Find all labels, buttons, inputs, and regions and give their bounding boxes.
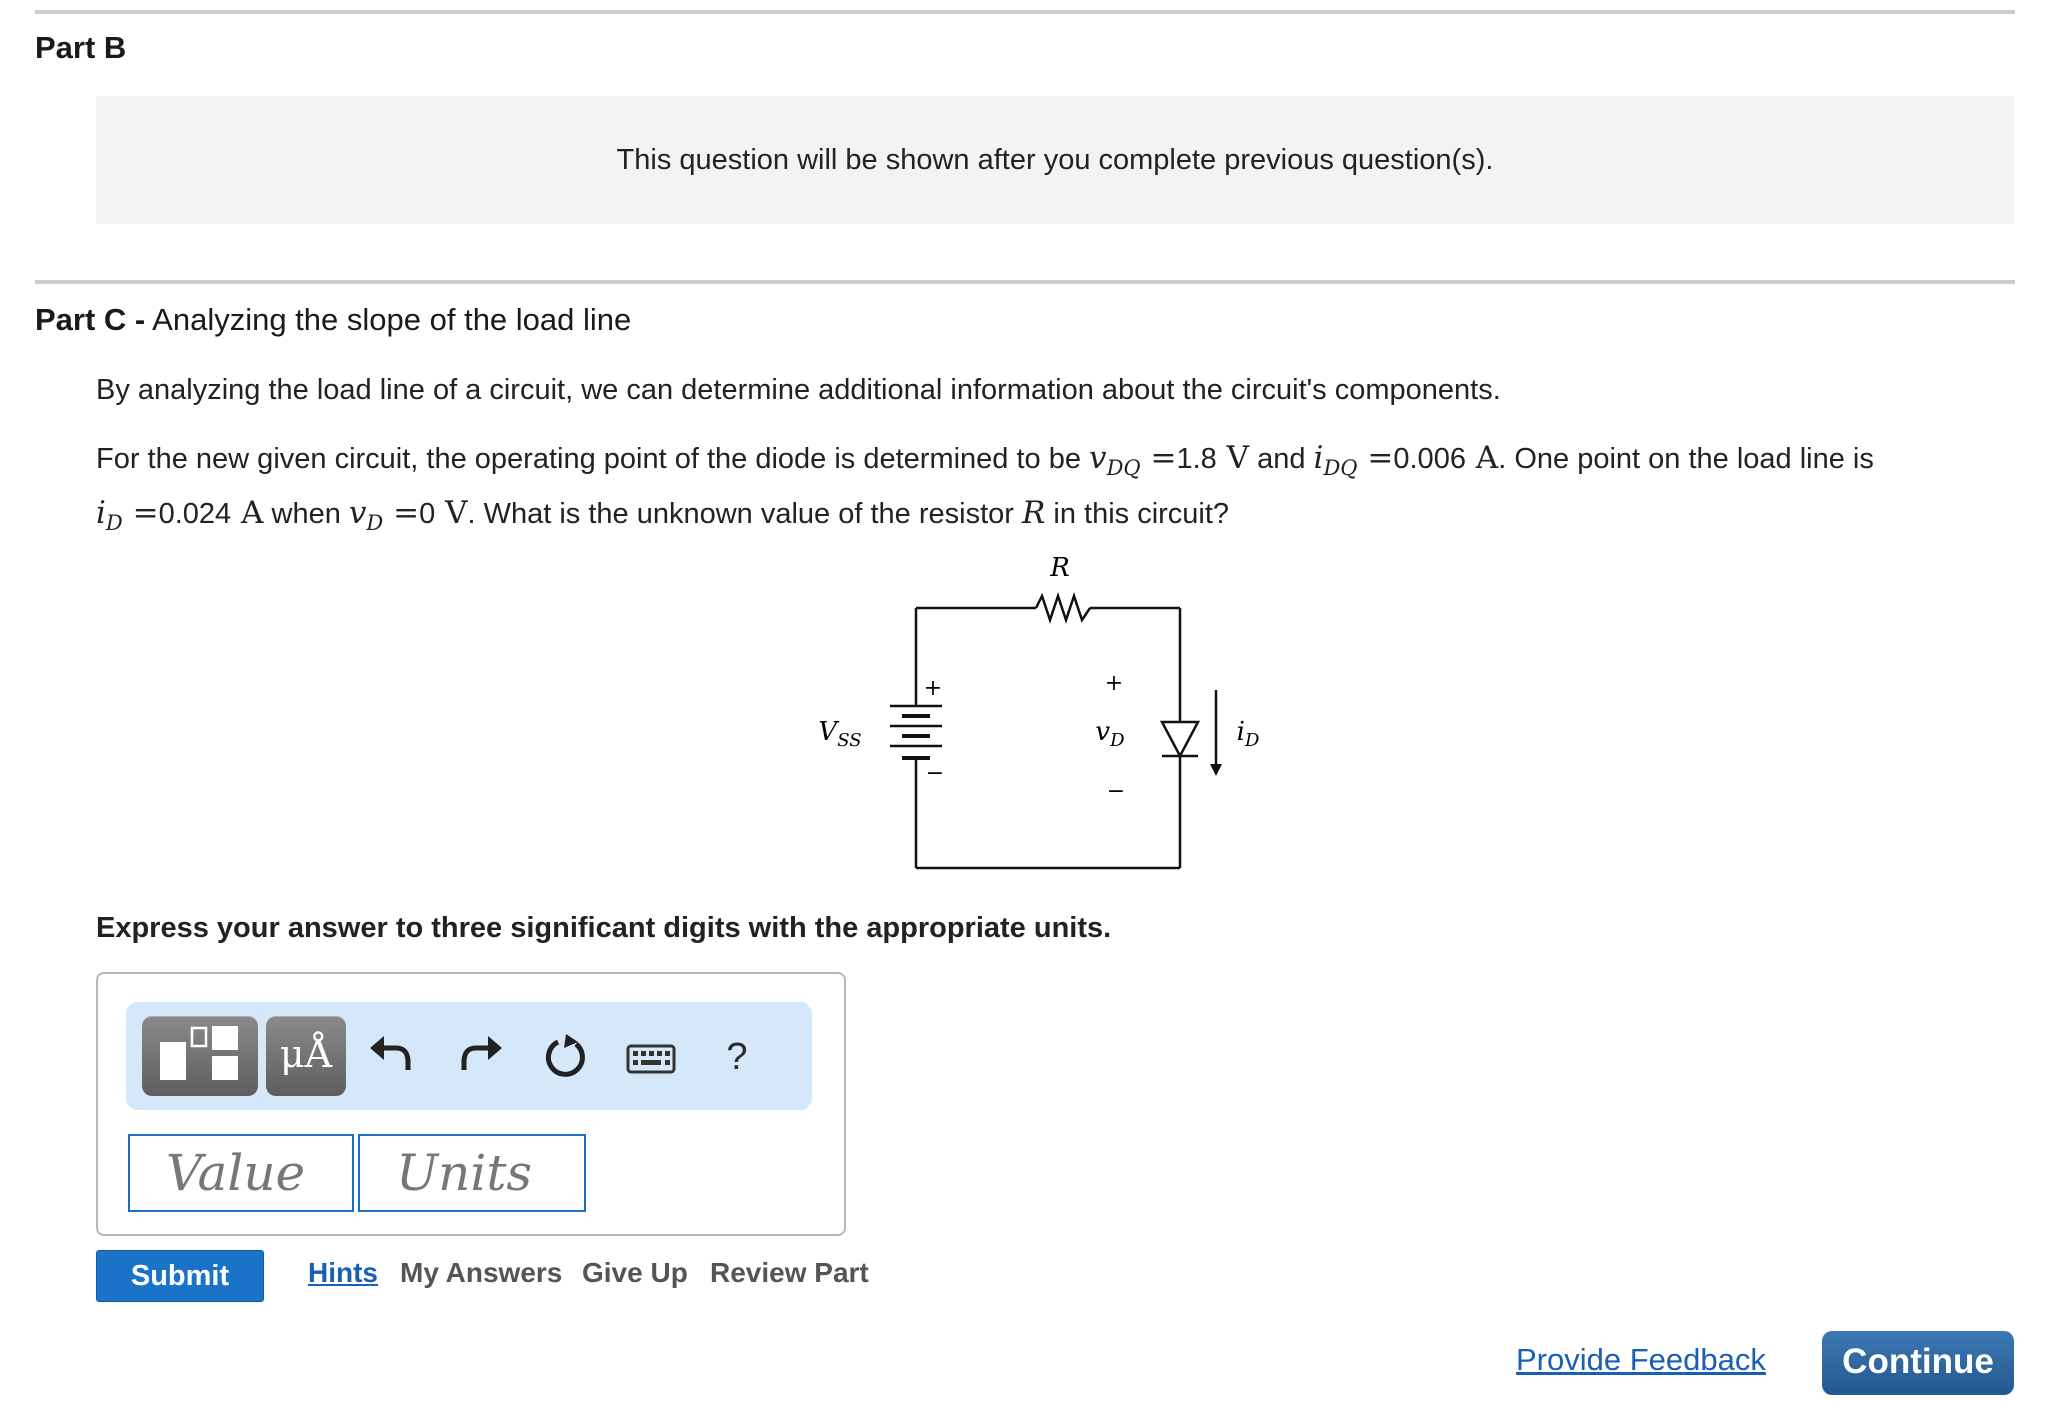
id-unit: A: [231, 495, 264, 532]
idq-value: 0.006: [1393, 443, 1466, 475]
submit-button[interactable]: Submit: [96, 1250, 264, 1302]
keyboard-icon: [616, 1022, 686, 1092]
vdq-eq: =: [1140, 440, 1177, 476]
units-button-label: μÅ: [279, 1032, 333, 1076]
undo-icon: [358, 1022, 428, 1092]
answer-instruction: Express your answer to three significant digits with the appropriate units.: [96, 912, 1112, 944]
provide-feedback-link[interactable]: Provide Feedback: [1516, 1342, 1766, 1377]
templates-icon: [142, 1016, 258, 1096]
undo-button[interactable]: [358, 1022, 428, 1092]
idq-unit: A: [1465, 440, 1499, 476]
give-up-link[interactable]: Give Up: [582, 1257, 688, 1288]
help-button[interactable]: ?: [726, 1036, 748, 1078]
vdq-symbol: $v_{DQ}$: [1089, 440, 1141, 481]
diode-plus: +: [1104, 671, 1124, 696]
q-text-2: and: [1249, 443, 1314, 475]
idq-symbol: $i_{DQ}$: [1313, 440, 1358, 481]
question-paragraph: [96, 436, 2016, 546]
vd-eq: =: [383, 495, 420, 532]
part-b-locked-panel: [96, 96, 2014, 224]
units-button[interactable]: [266, 1016, 346, 1096]
battery-plus: +: [923, 676, 943, 701]
part-c-title: [35, 302, 631, 338]
part-c-label: Part C -: [35, 302, 146, 337]
id-eq: =: [122, 495, 159, 532]
id-symbol: $i_D$: [96, 495, 123, 536]
battery-minus: −: [925, 761, 945, 786]
diode-symbol: [1162, 722, 1198, 756]
q-text-5: . What is the unknown value of the resistor: [467, 498, 1022, 531]
idq-eq: =: [1357, 440, 1394, 476]
redo-icon: [444, 1022, 514, 1092]
answer-panel: [96, 972, 846, 1236]
templates-button[interactable]: [142, 1016, 258, 1096]
vdq-unit: V: [1216, 440, 1250, 476]
part-c-divider: [35, 280, 2015, 284]
q-text-3: . One point on the load line is: [1498, 443, 1874, 475]
hints-link[interactable]: Hints: [308, 1257, 378, 1288]
my-answers-link[interactable]: My Answers: [400, 1257, 563, 1288]
review-part-link[interactable]: Review Part: [710, 1257, 869, 1288]
redo-button[interactable]: [444, 1022, 514, 1092]
diode-minus: −: [1106, 779, 1126, 804]
reset-button[interactable]: [530, 1022, 600, 1092]
r-symbol: R: [1021, 495, 1046, 532]
vd-unit: V: [435, 495, 468, 532]
intro-paragraph: [96, 368, 2016, 413]
vdq-value: 1.8: [1176, 443, 1217, 475]
q-text-4: when: [263, 498, 349, 531]
intro-text: By analyzing the load line of a circuit, we can determine additional information about the circuit's components.: [96, 374, 1501, 406]
reset-icon: [530, 1022, 600, 1092]
units-input[interactable]: Units: [358, 1134, 586, 1212]
vd-value: 0: [419, 498, 436, 531]
source-label: $V_{SS}$: [818, 717, 862, 751]
part-b-title: Part B: [35, 30, 127, 65]
vd-symbol: $v_D$: [348, 495, 384, 536]
diode-voltage-label: $v_D$: [1095, 717, 1125, 751]
resistor-label: R: [1050, 553, 1070, 583]
value-input[interactable]: Value: [128, 1134, 354, 1212]
q-text-1: For the new given circuit, the operating point of the diode is determined to be: [96, 443, 1090, 475]
battery-symbol: [890, 706, 942, 758]
resistor-symbol: [1036, 596, 1090, 620]
keyboard-button[interactable]: [616, 1022, 686, 1092]
top-divider: [35, 10, 2015, 14]
math-toolbar: [126, 1002, 812, 1110]
continue-button[interactable]: Continue: [1822, 1331, 2014, 1395]
q-text-6: in this circuit?: [1045, 498, 1230, 531]
circuit-diagram: [780, 540, 1300, 880]
id-value: 0.024: [158, 498, 232, 531]
part-c-heading: Analyzing the slope of the load line: [152, 302, 632, 337]
locked-message: This question will be shown after you complete previous question(s).: [616, 143, 1494, 176]
diode-current-label: $i_D$: [1236, 717, 1260, 751]
